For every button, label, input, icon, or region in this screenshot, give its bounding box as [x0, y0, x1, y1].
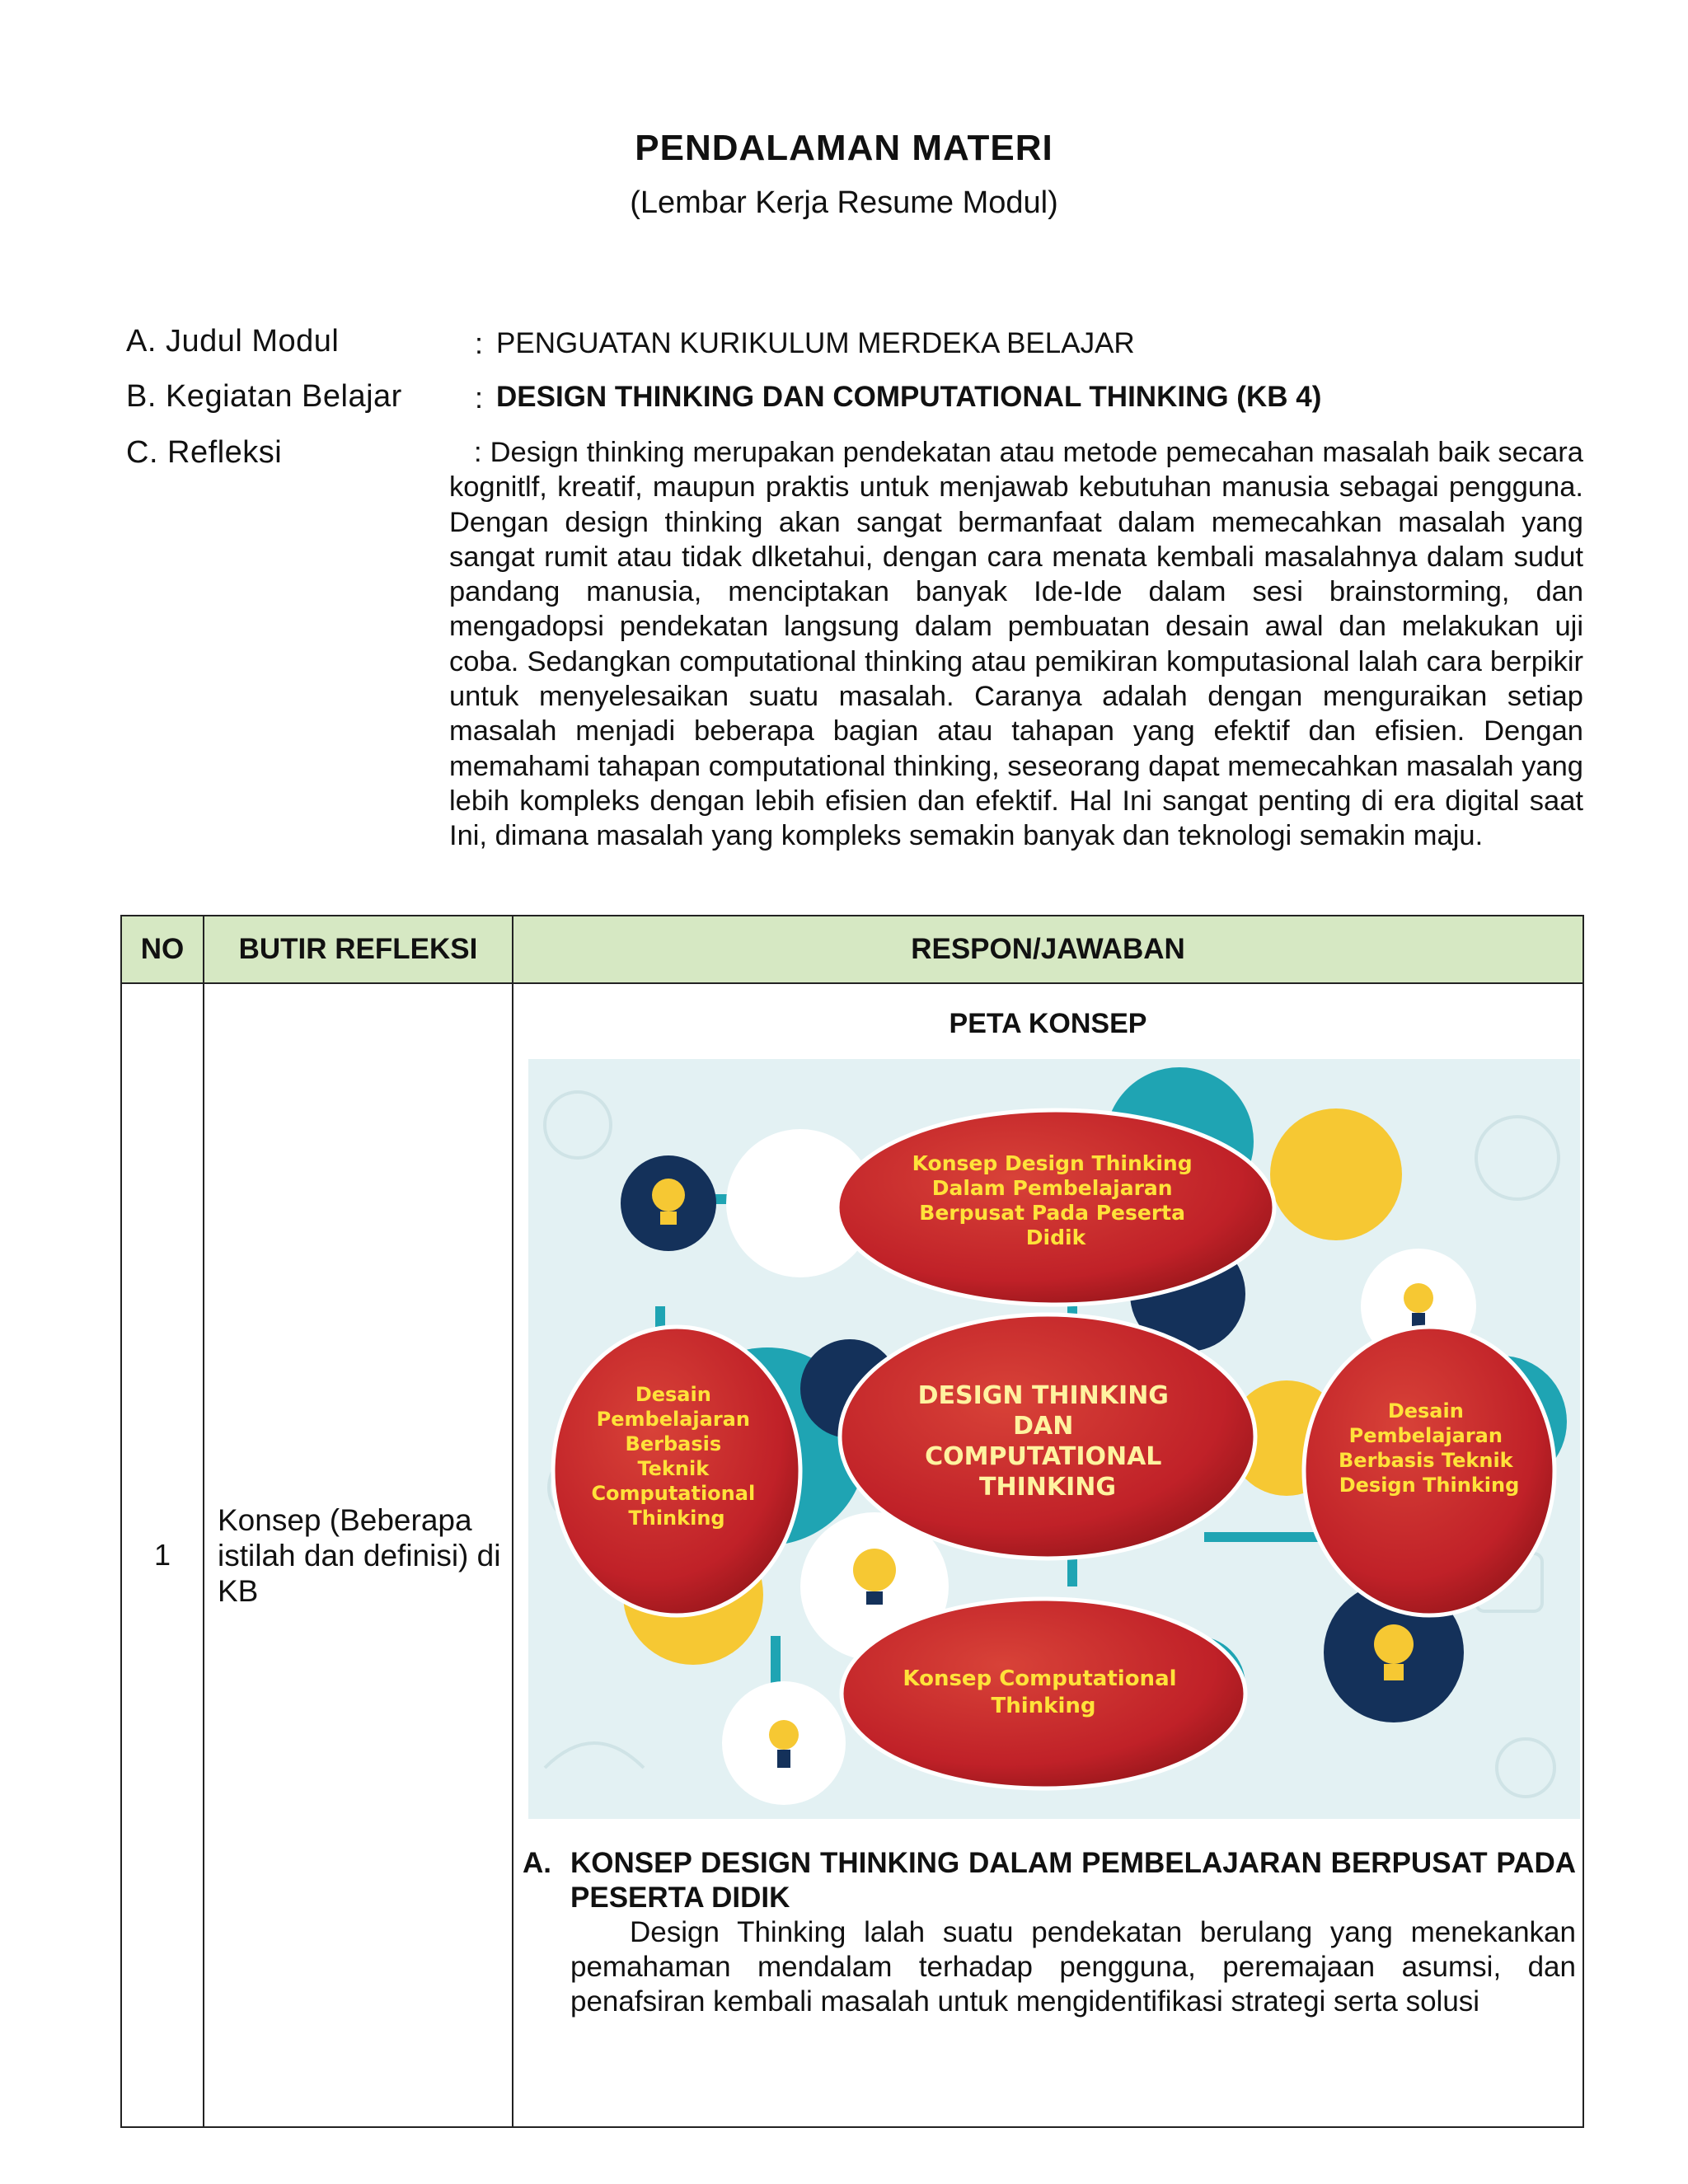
- row-respon: [513, 983, 1583, 2127]
- ellipse-top-line-4: Didik: [1025, 1226, 1086, 1249]
- ellipse-bottom-line-1: Konsep Computational: [903, 1666, 1177, 1691]
- ellipse-left-line-3: Berbasis: [625, 1432, 722, 1455]
- judul-colon: :: [475, 326, 484, 360]
- ellipse-center-line-3: COMPUTATIONAL: [925, 1442, 1162, 1471]
- ellipse-center-line-1: DESIGN THINKING: [917, 1381, 1169, 1410]
- page-title: PENDALAMAN MATERI: [635, 128, 1053, 168]
- ellipse-right: [1304, 1327, 1554, 1615]
- ellipse-right-line-1: Desain: [1387, 1399, 1464, 1422]
- ellipse-right-line-2: Pembelajaran: [1348, 1424, 1503, 1447]
- page-subtitle: (Lembar Kerja Resume Modul): [630, 185, 1058, 220]
- kegiatan-value: DESIGN THINKING DAN COMPUTATIONAL THINKING (KB 4): [496, 381, 1322, 413]
- ellipse-bottom: [842, 1599, 1245, 1788]
- ellipse-top: [837, 1110, 1274, 1305]
- kegiatan-colon: :: [475, 381, 484, 415]
- ellipse-left-line-2: Pembelajaran: [596, 1408, 750, 1431]
- row-butir: Konsep (Beberapa istilah dan definisi) di KB: [204, 983, 513, 2127]
- section-a-heading-text: KONSEP DESIGN THINKING DALAM PEMBELAJARAN BERPUSAT PADA PESERTA DIDIK: [570, 1847, 1576, 1914]
- header-no: NO: [121, 916, 204, 983]
- ellipse-top-line-1: Konsep Design Thinking: [912, 1151, 1193, 1175]
- reflection-table: [120, 915, 1584, 2128]
- refleksi-text: Design thinking merupakan pendekatan atau metode pemecahan masalah baik secara kognitlf, kreatif, maupun praktis untuk menjawab kebutuhan manusia sebagai pengguna. Dengan design thinking akan sangat bermanfaat dalam memecahkan masalah yang sangat rumit atau tidak dlketahui, dengan cara menata kembali masalahnya dalam sudut pandang manusia, menciptakan banyak Ide-Ide dalam sesi brainstorming, dan mengadopsi pendekatan langsung dalam pembuatan desain awal dan melakukan uji coba. Sedangkan computational thinking atau pemikiran komputasional lalah cara berpikir untuk menyelesaikan suatu masalah. Caranya adalah dengan menguraikan setiap masalah menjadi beberapa bagian atau tahapan yang efektif dan efisien. Dengan memahami tahapan computational thinking, seseorang dapat memecahkan masalah yang lebih kompleks dengan lebih efisien dan efektif. Hal Ini sangat penting di era digital saat Ini, dimana masalah yang kompleks semakin banyak dan teknologi semakin maju.: [449, 437, 1583, 852]
- section-a-body-text: Design Thinking lalah suatu pendekatan berulang yang menekankan pemahaman mendalam terhadap pengguna, peremajaan asumsi, dan penafsiran kembali masalah untuk mengidentifikasi strategi serta solusi: [570, 1916, 1576, 2018]
- ellipse-left-line-1: Desain: [635, 1383, 711, 1406]
- section-a: [523, 1846, 1576, 2019]
- judul-value: PENGUATAN KURIKULUM MERDEKA BELAJAR: [496, 327, 1135, 359]
- header-butir: BUTIR REFLEKSI: [204, 916, 513, 983]
- table-row: [121, 983, 1583, 2127]
- head-icon-yellow: [1270, 1108, 1402, 1240]
- refleksi-paragraph: [449, 435, 1583, 854]
- row-number: 1: [121, 983, 204, 2127]
- kegiatan-label: B. Kegiatan Belajar: [126, 379, 402, 414]
- ellipse-top-line-2: Dalam Pembelajaran: [931, 1176, 1173, 1200]
- section-a-heading: [523, 1846, 1576, 1915]
- judul-label: A. Judul Modul: [126, 324, 340, 359]
- table-header-row: [121, 916, 1583, 983]
- ellipse-right-line-3: Berbasis Teknik: [1339, 1449, 1513, 1472]
- refleksi-colon: :: [474, 437, 482, 468]
- ellipse-bottom-line-2: Thinking: [991, 1694, 1096, 1718]
- ellipse-left-line-4: Teknik: [637, 1457, 710, 1480]
- refleksi-label: C. Refleksi: [126, 435, 283, 470]
- ellipse-center: [840, 1315, 1255, 1558]
- header-respon: RESPON/JAWABAN: [513, 916, 1583, 983]
- ellipse-left-line-6: Thinking: [628, 1507, 725, 1530]
- peta-konsep-title: PETA KONSEP: [949, 1008, 1147, 1039]
- ellipse-top-line-3: Berpusat Pada Peserta: [919, 1201, 1185, 1225]
- ellipse-left: [553, 1327, 800, 1615]
- ellipse-left-line-5: Computational: [591, 1482, 756, 1505]
- ellipse-center-line-4: THINKING: [979, 1473, 1116, 1502]
- ellipse-center-line-2: DAN: [1013, 1412, 1074, 1441]
- concept-map-image: [528, 1059, 1580, 1819]
- section-a-body: [523, 1915, 1576, 2019]
- ellipse-right-line-4: Design Thinking: [1339, 1474, 1520, 1497]
- section-a-label: A.: [523, 1847, 551, 1879]
